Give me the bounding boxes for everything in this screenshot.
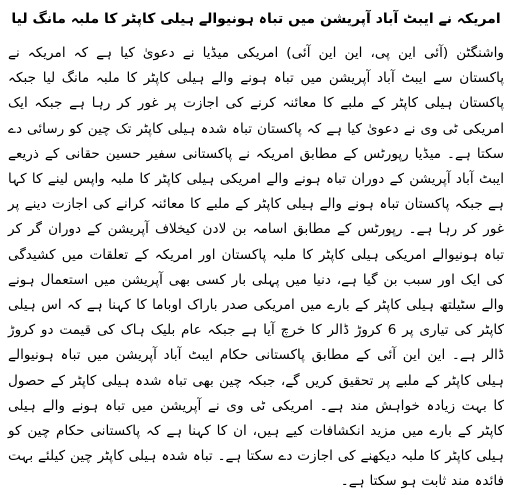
article-body: واشنگٹن (آئی این پی، این این آئی) امریکی میڈیا نے دعویٰ کیا ہے کہ امریکہ نے پاکستان سے ایبٹ آباد آپریشن میں تباہ ہونے والے ہیلی کاپٹر کا ملبہ مانگ لیا جبکہ پاکستان ہیلی کاپٹر کے ملبے کا معائنہ کرنے کی اجازت پر غور کر رہا ہے جبکہ ایک امریکی ٹی وی نے دعویٰ کیا ہے کہ پاکستان تباہ شدہ ہیلی کاپٹر تک چین کو رسائی دے سکتا ہے۔ میڈیا رپورٹس کے مطابق امریکہ نے پاکستانی سفیر حسین حقانی کے ذریعے ایبٹ آباد آپریشن کے دوران تباہ ہونے والے امریکی ہیلی کاپٹر کا ملبہ واپس لینے کا کہا ہے جبکہ پاکستان تباہ ہونے والے ہیلی کاپٹر کے ملبے کا معائنہ کرانے کی اجازت دینے پر غور کر رہا ہے۔ رپورٹس کے مطابق اسامہ بن لادن کیخلاف آپریشن کے دوران گر کر تباہ ہونیوالے امریکی ہیلی کاپٹر کا ملبہ پاکستان اور امریکہ کے تعلقات میں کشیدگی کی ایک اور سبب بن گیا ہے، دنیا میں پہلی بار کسی بھی آپریشن میں استعمال ہونے والے سٹیلتھ ہیلی کاپٹر کے بارے میں امریکی صدر باراک اوباما کا کہنا ہے کہ اس ہیلی کاپٹر کی تیاری پر 6 کروڑ ڈالر کا خرچ آیا ہے جبکہ عام بلیک ہاک کی قیمت دو کروڑ ڈالر ہے۔ این این آئی کے مطابق پاکستانی حکام ایبٹ آباد آپریشن میں تباہ ہونیوالے ہیلی کاپٹر کے ملبے پر تحقیق کریں گے، جبکہ چین بھی تباہ شدہ ہیلی کاپٹر کے حصول کا بہت زیادہ خواہش مند ہے۔ امریکی ٹی وی نے آپریشن میں تباہ ہونے والے ہیلی کاپٹر کے بارے میں مزید انکشافات کیے ہیں، ان کا کہنا ہے کہ پاکستانی حکام چین کو ہیلی کاپٹر کا ملبہ دیکھنے کی اجازت دے سکتا ہے۔ تباہ شدہ ہیلی کاپٹر چین کیلئے بہت فائدہ مند ثابت ہو سکتا ہے۔ (8, 45, 504, 490)
article-headline: امریکہ نے ایبٹ آباد آپریشن میں تباہ ہونیوالے ہیلی کاپٹر کا ملبہ مانگ لیا (11, 11, 501, 27)
